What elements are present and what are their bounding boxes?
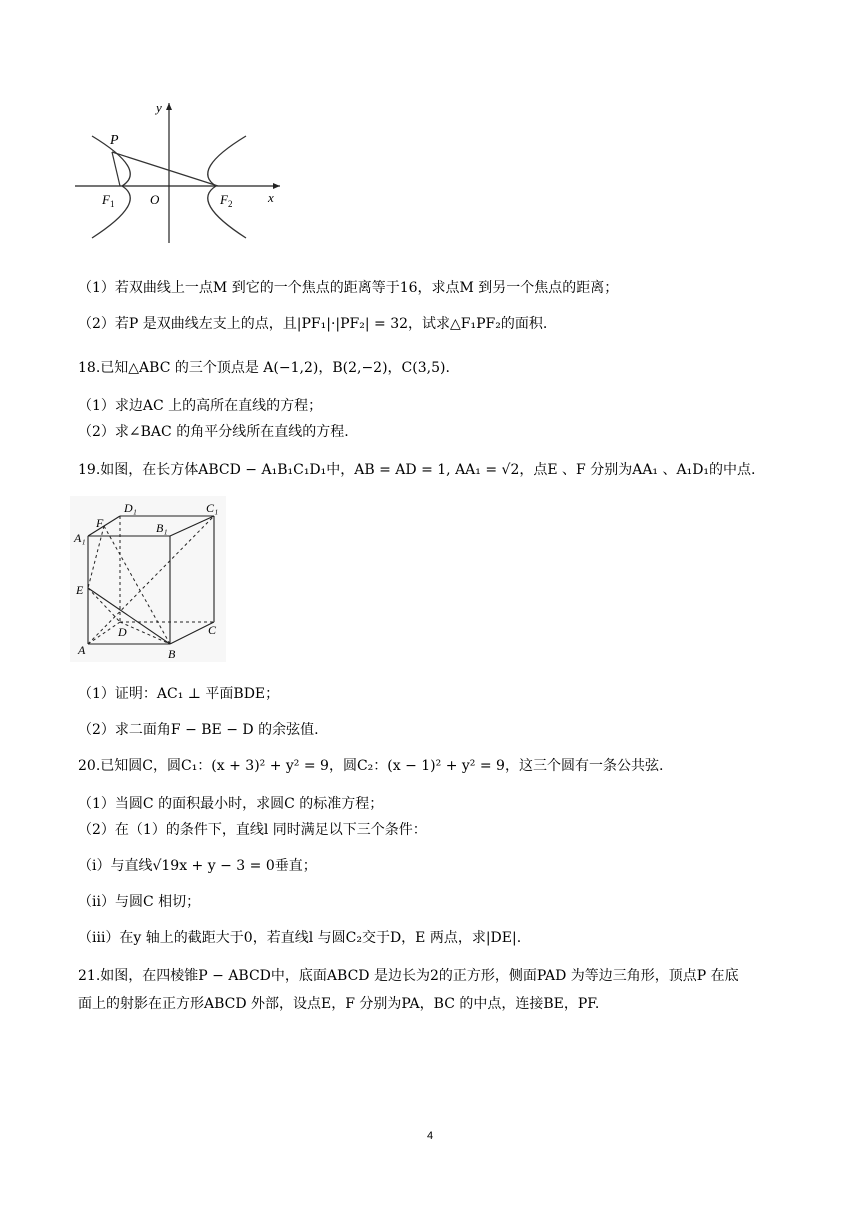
hyperbola-figure xyxy=(70,98,290,248)
label-a1: A₁ xyxy=(74,531,86,545)
focus-f2-label: $F_2$ xyxy=(220,192,233,209)
label-d: D xyxy=(118,625,127,639)
q18-part2: （2）求∠BAC 的角平分线所在直线的方程. xyxy=(78,424,349,440)
focus-f1-label: $F_1$ xyxy=(102,192,115,209)
q19-part1: （1）证明：AC₁ ⊥ 平面BDE； xyxy=(78,686,280,702)
q21-line2: 面上的射影在正方形ABCD 外部，设点E，F 分别为PA，BC 的中点，连接BE，PF. xyxy=(78,996,600,1012)
point-p-label: P xyxy=(110,133,119,148)
page-number: 4 xyxy=(426,1130,434,1142)
label-c1: C₁ xyxy=(206,501,219,515)
label-b1: B₁ xyxy=(156,521,168,535)
q18-stem: 18.已知△ABC 的三个顶点是 A(−1,2)，B(2,−2)，C(3,5). xyxy=(78,360,450,376)
x-axis-label: x xyxy=(268,190,274,205)
q20-cond2: （ⅱ）与圆C 相切； xyxy=(78,894,201,910)
q17-part2: （2）若P 是双曲线左支上的点，且|PF₁|·|PF₂| = 32，试求△F₁PF₂的面积. xyxy=(78,316,548,332)
q19-part2: （2）求二面角F − BE − D 的余弦值. xyxy=(78,722,319,738)
origin-label: O xyxy=(150,192,160,207)
label-c: C xyxy=(208,623,217,637)
label-b: B xyxy=(168,647,176,661)
label-f: F xyxy=(96,516,104,530)
label-e: E xyxy=(76,583,84,597)
q20-cond3: （ⅲ）在y 轴上的截距大于0，若直线l 与圆C₂交于D，E 两点，求|DE|. xyxy=(78,930,522,946)
q21-line1: 21.如图，在四棱锥P − ABCD中，底面ABCD 是边长为2的正方形，侧面PAD 为等边三角形，顶点P 在底 xyxy=(78,968,739,984)
q20-stem: 20.已知圆C，圆C₁：(x + 3)² + y² = 9，圆C₂：(x − 1)² + y² = 9，这三个圆有一条公共弦. xyxy=(78,758,664,774)
q18-part1: （1）求边AC 上的高所在直线的方程； xyxy=(78,398,323,414)
q19-stem: 19.如图，在长方体ABCD − A₁B₁C₁D₁中，AB = AD = 1, AA₁ = √2，点E 、F 分别为AA₁ 、A₁D₁的中点. xyxy=(78,462,756,478)
q17-part1: （1）若双曲线上一点M 到它的一个焦点的距离等于16，求点M 到另一个焦点的距离； xyxy=(78,280,619,296)
label-a: A xyxy=(78,643,86,657)
y-axis-label: y xyxy=(156,100,162,115)
q20-part2: （2）在（1）的条件下，直线l 同时满足以下三个条件： xyxy=(78,822,427,838)
label-d1: D₁ xyxy=(124,501,137,515)
q20-part1: （1）当圆C 的面积最小时，求圆C 的标准方程； xyxy=(78,796,384,812)
cuboid-figure xyxy=(70,496,226,662)
q20-cond1: （ⅰ）与直线√19x + y − 3 = 0垂直； xyxy=(78,858,317,874)
